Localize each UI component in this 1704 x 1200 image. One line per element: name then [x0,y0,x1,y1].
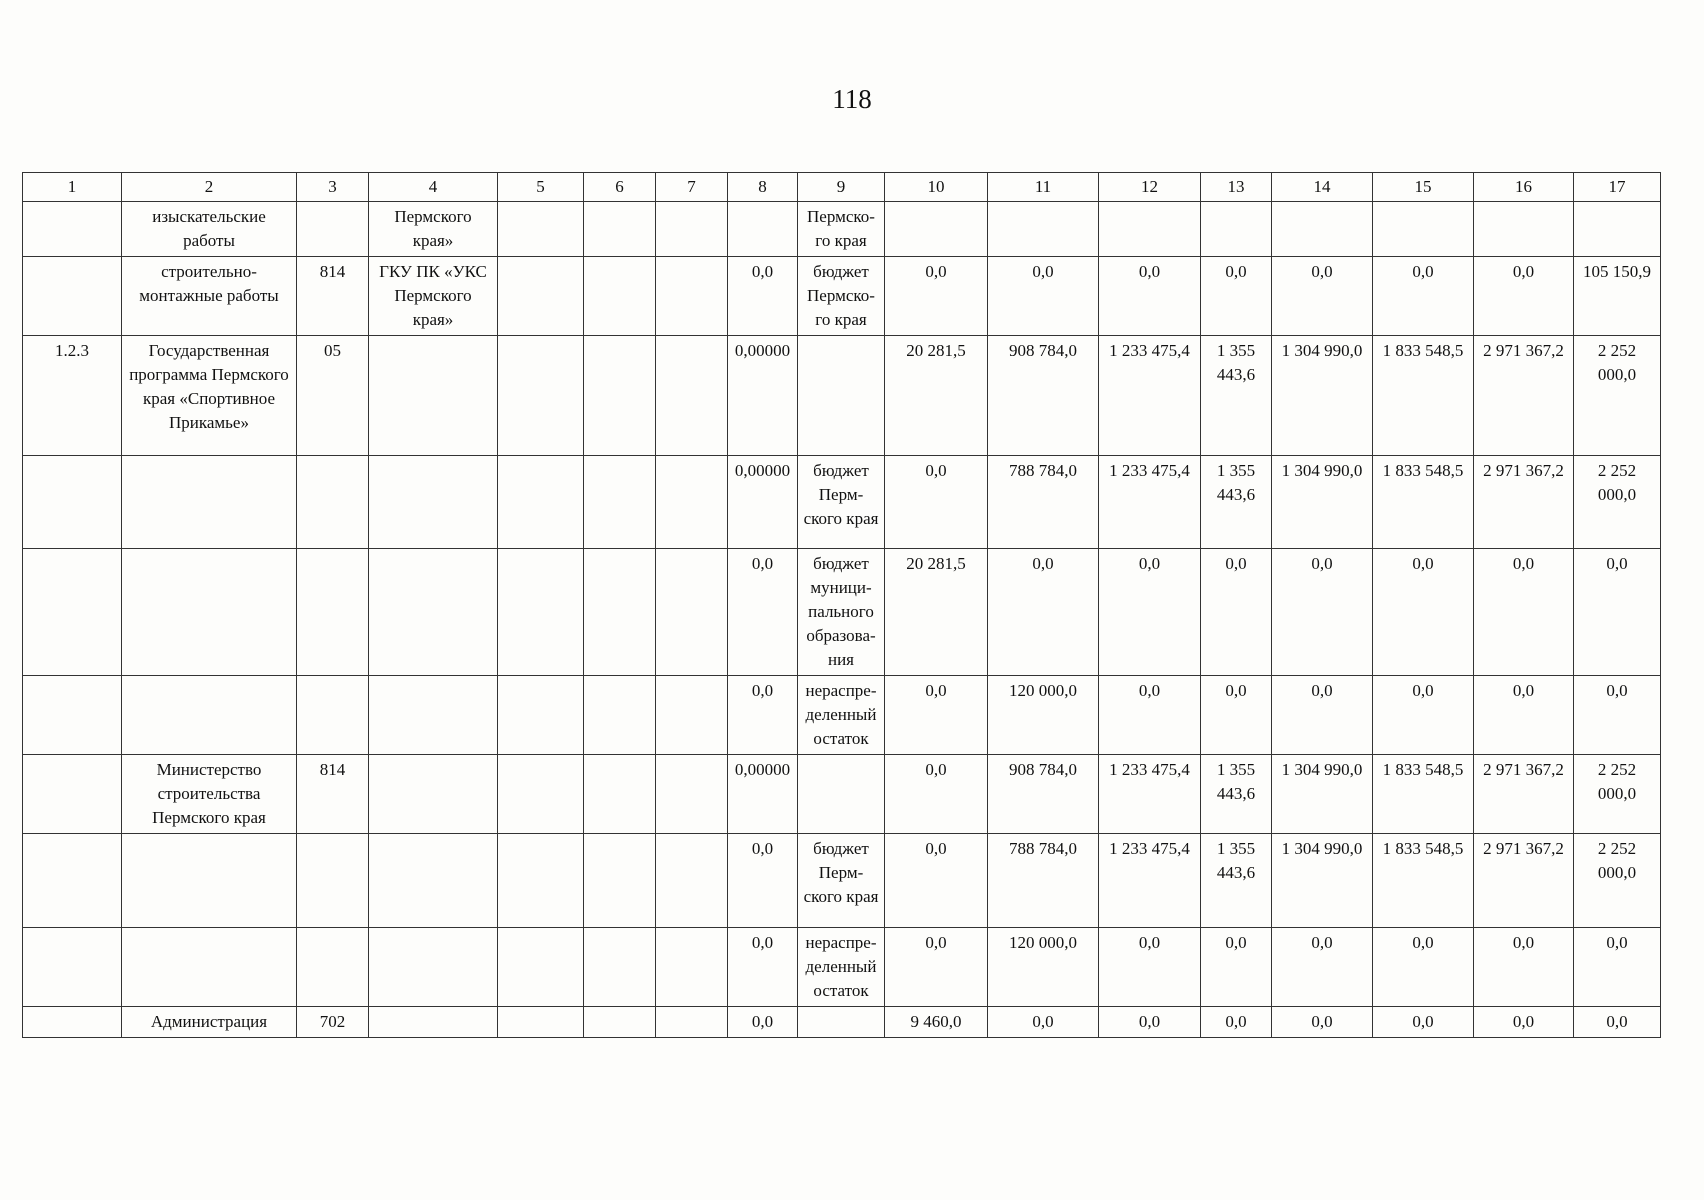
table-cell: 0,0 [1373,1007,1474,1038]
table-row [23,336,1661,456]
table-cell: 0,0 [885,676,988,755]
table-cell: 0,0 [1272,928,1373,1007]
table-cell: 0,0 [885,755,988,834]
table-cell: 702 [297,1007,369,1038]
table-cell: 1 233 475,4 [1099,755,1201,834]
table-cell: 908 784,0 [988,336,1099,456]
table-cell: 1 233 475,4 [1099,834,1201,928]
table-cell: 9 460,0 [885,1007,988,1038]
table-cell [23,549,122,676]
table-cell: 0,0 [728,257,798,336]
table-cell: 20 281,5 [885,336,988,456]
table-cell: 0,0 [885,456,988,549]
table-cell: Администрация [122,1007,297,1038]
table-cell [656,928,728,1007]
column-header: 9 [798,173,885,202]
column-header: 12 [1099,173,1201,202]
table-cell: 2 252 000,0 [1574,834,1661,928]
table-cell: 0,0 [1099,928,1201,1007]
table-cell: 2 252 000,0 [1574,456,1661,549]
table-cell: изыскательские работы [122,202,297,257]
table-cell: 0,0 [1474,549,1574,676]
table-cell: 0,0 [728,549,798,676]
table-cell: 0,0 [988,1007,1099,1038]
table-cell [369,549,498,676]
table-cell: 0,00000 [728,456,798,549]
table-cell: 0,0 [885,928,988,1007]
table-cell: 2 971 367,2 [1474,834,1574,928]
table-cell: 0,0 [1272,676,1373,755]
table-cell: 05 [297,336,369,456]
table-cell [498,1007,584,1038]
table-cell: 1 833 548,5 [1373,456,1474,549]
table-cell: 0,0 [1373,257,1474,336]
table-cell: 0,0 [1272,257,1373,336]
table-cell: 0,0 [988,257,1099,336]
table-cell: 0,0 [988,549,1099,676]
table-cell [656,549,728,676]
table-cell [369,336,498,456]
table-cell [988,202,1099,257]
table-cell: 0,0 [1099,549,1201,676]
table-cell: 1 304 990,0 [1272,755,1373,834]
table-row [23,755,1661,834]
table-row [23,202,1661,257]
column-header: 5 [498,173,584,202]
column-header: 16 [1474,173,1574,202]
table-cell: 1.2.3 [23,336,122,456]
table-cell: Пермско-го края [798,202,885,257]
table-cell [584,834,656,928]
table-cell [656,336,728,456]
table-cell: 2 971 367,2 [1474,336,1574,456]
table-cell [122,676,297,755]
table-cell: 1 833 548,5 [1373,755,1474,834]
table-cell [498,755,584,834]
table-cell: 1 355 443,6 [1201,834,1272,928]
table-cell [122,549,297,676]
table-cell [656,456,728,549]
table-cell: 788 784,0 [988,834,1099,928]
table-cell [297,202,369,257]
table-cell [656,755,728,834]
table-cell: бюджет Пермско-го края [798,257,885,336]
table-cell [23,456,122,549]
column-header: 3 [297,173,369,202]
table-cell [498,676,584,755]
table-cell: Пермского края» [369,202,498,257]
table-cell [656,834,728,928]
table-cell: 0,0 [885,257,988,336]
table-cell [23,834,122,928]
table-cell: 814 [297,257,369,336]
table-cell: 1 833 548,5 [1373,834,1474,928]
table-cell: 1 233 475,4 [1099,456,1201,549]
table-cell [656,202,728,257]
table-cell: 0,0 [1201,257,1272,336]
table-cell [1201,202,1272,257]
table-cell: 0,0 [1201,549,1272,676]
table-cell: 1 233 475,4 [1099,336,1201,456]
table-cell: 908 784,0 [988,755,1099,834]
table-row [23,456,1661,549]
table-cell [297,676,369,755]
table-cell: 1 304 990,0 [1272,336,1373,456]
table-cell: 0,0 [1474,1007,1574,1038]
table-cell [122,928,297,1007]
table-cell [23,202,122,257]
table-cell [498,257,584,336]
table-cell [584,755,656,834]
table-cell: 0,0 [1474,257,1574,336]
table-cell: 0,0 [1272,1007,1373,1038]
table-cell [369,1007,498,1038]
table-cell: 1 355 443,6 [1201,456,1272,549]
table-cell: 0,0 [885,834,988,928]
column-header: 10 [885,173,988,202]
page-number: 118 [832,84,872,114]
table-cell [798,1007,885,1038]
column-header: 4 [369,173,498,202]
table-cell: 0,0 [1099,676,1201,755]
column-header: 14 [1272,173,1373,202]
table-cell [498,202,584,257]
table-cell [798,336,885,456]
table-cell: 0,00000 [728,755,798,834]
table-cell [23,676,122,755]
table-cell [584,257,656,336]
table-cell: Государственная программа Пермского края «Спортивное Прикамье» [122,336,297,456]
table-cell: 1 304 990,0 [1272,456,1373,549]
table-cell [23,1007,122,1038]
table-cell: 0,0 [1574,928,1661,1007]
table-cell: бюджет муници-пального образова-ния [798,549,885,676]
table-cell [297,549,369,676]
table-cell [656,1007,728,1038]
table-cell [798,755,885,834]
table-cell [369,456,498,549]
column-header: 15 [1373,173,1474,202]
table-cell: бюджет Перм-ского края [798,834,885,928]
column-header: 17 [1574,173,1661,202]
table-row [23,549,1661,676]
column-header: 1 [23,173,122,202]
table-cell: 1 355 443,6 [1201,755,1272,834]
table-row [23,928,1661,1007]
table-cell: 814 [297,755,369,834]
table-cell: 2 971 367,2 [1474,755,1574,834]
table-cell [656,676,728,755]
table-cell [122,456,297,549]
table-cell [23,928,122,1007]
table-cell [584,1007,656,1038]
table-cell: 0,0 [1474,676,1574,755]
table-cell: 0,0 [1272,549,1373,676]
table-cell [1474,202,1574,257]
table-row [23,257,1661,336]
table-cell [584,928,656,1007]
table-cell: 0,0 [1574,676,1661,755]
table-cell: 788 784,0 [988,456,1099,549]
table-cell [584,456,656,549]
table-cell [584,336,656,456]
table-cell [23,755,122,834]
table-header-row [23,173,1661,202]
table-cell [369,928,498,1007]
table-cell [584,549,656,676]
table-cell: 0,0 [728,1007,798,1038]
column-header: 2 [122,173,297,202]
table-cell: 2 971 367,2 [1474,456,1574,549]
table-cell [1373,202,1474,257]
table-cell [297,928,369,1007]
table-cell [885,202,988,257]
table-cell: 0,0 [728,676,798,755]
table-cell: 0,0 [1201,676,1272,755]
table-row [23,676,1661,755]
table-cell: 20 281,5 [885,549,988,676]
table-cell [498,456,584,549]
table-cell: 105 150,9 [1574,257,1661,336]
table-cell: 0,0 [728,834,798,928]
table-cell [369,834,498,928]
table-cell: 2 252 000,0 [1574,755,1661,834]
table-cell [656,257,728,336]
table-cell: бюджет Перм-ского края [798,456,885,549]
table-cell: 0,0 [1373,549,1474,676]
table-cell [498,336,584,456]
column-header: 8 [728,173,798,202]
table-cell [23,257,122,336]
table-cell [498,928,584,1007]
table-cell: 0,0 [1373,928,1474,1007]
column-header: 7 [656,173,728,202]
table-cell [728,202,798,257]
table-cell: 120 000,0 [988,676,1099,755]
table-cell: 0,0 [1201,1007,1272,1038]
table-cell [498,549,584,676]
table-cell: 0,00000 [728,336,798,456]
table-cell: строительно-монтажные работы [122,257,297,336]
table-cell [369,676,498,755]
table-cell: нераспре-деленный остаток [798,676,885,755]
table-cell [584,676,656,755]
table-cell: Министерство строительства Пермского края [122,755,297,834]
table-cell [1272,202,1373,257]
table-cell: 120 000,0 [988,928,1099,1007]
table-cell [297,834,369,928]
table-cell: 0,0 [1099,1007,1201,1038]
table-cell: 0,0 [1201,928,1272,1007]
table-cell: 0,0 [1099,257,1201,336]
table-cell [584,202,656,257]
table-cell: 0,0 [1373,676,1474,755]
table-cell: ГКУ ПК «УКС Пермского края» [369,257,498,336]
table-cell: 0,0 [1474,928,1574,1007]
table-cell [1099,202,1201,257]
table-cell: 0,0 [728,928,798,1007]
table-cell: 1 304 990,0 [1272,834,1373,928]
table-row [23,834,1661,928]
table-cell: 0,0 [1574,1007,1661,1038]
table-cell [369,755,498,834]
column-header: 6 [584,173,656,202]
table-cell [122,834,297,928]
table-cell: нераспре-деленный остаток [798,928,885,1007]
column-header: 13 [1201,173,1272,202]
table-cell: 1 833 548,5 [1373,336,1474,456]
budget-table [22,172,1661,1038]
column-header: 11 [988,173,1099,202]
table-cell [1574,202,1661,257]
table-row [23,1007,1661,1038]
table-cell [297,456,369,549]
table-cell: 2 252 000,0 [1574,336,1661,456]
table-cell: 1 355 443,6 [1201,336,1272,456]
table-cell: 0,0 [1574,549,1661,676]
table-cell [498,834,584,928]
